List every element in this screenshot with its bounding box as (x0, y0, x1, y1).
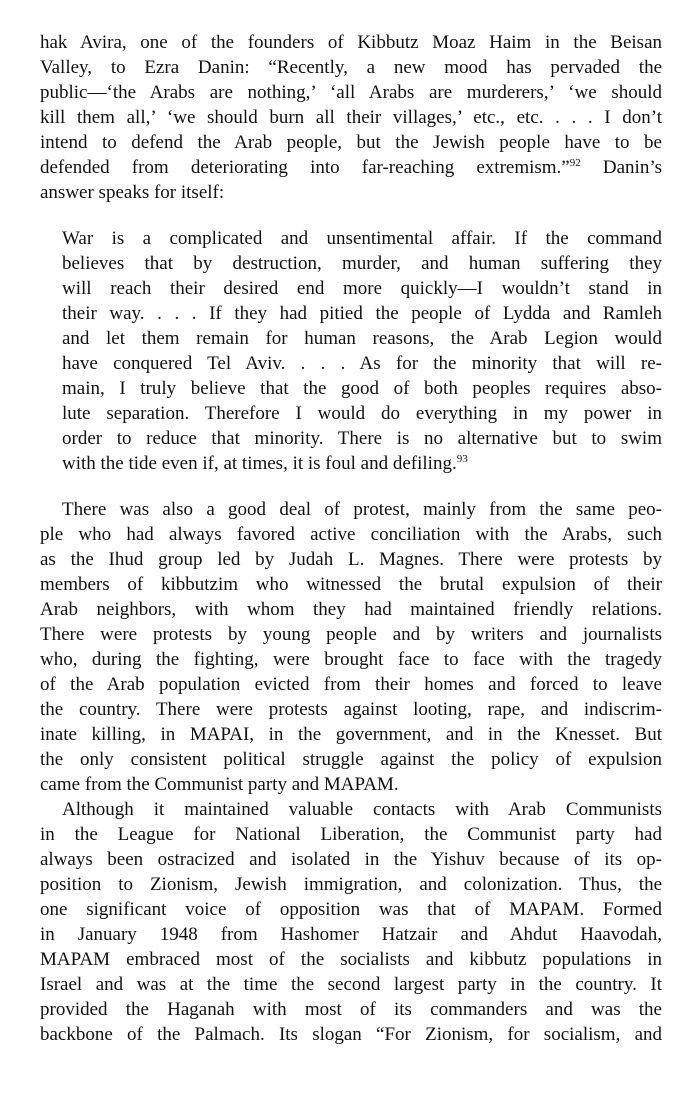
text-line: inate killing, in MAPAI, in the government, and in the Knesset. But (40, 724, 662, 745)
quote-line-with-footnote (62, 451, 662, 476)
text-line: There were protests by young people and by writers and journalists (40, 624, 662, 645)
text-line: always been ostracized and isolated in the Yishuv because of its op- (40, 849, 662, 870)
quote-line: believes that by destruction, murder, and human suffering they (62, 253, 662, 274)
block-quote-danin (62, 226, 662, 476)
quote-line: War is a complicated and unsentimental affair. If the command (62, 228, 662, 249)
text-line: in January 1948 from Hashomer Hatzair and Ahdut Haavodah, (40, 924, 662, 945)
text-fragment: with the tide even if, at times, it is foul and defiling. (62, 453, 457, 474)
text-line: There was also a good deal of protest, mainly from the same peo- (62, 499, 662, 520)
text-line: one significant voice of opposition was that of MAPAM. Formed (40, 899, 662, 920)
text-line: ple who had always favored active conciliation with the Arabs, such (40, 524, 662, 545)
text-line: public—‘the Arabs are nothing,’ ‘all Arabs are murderers,’ ‘we should (40, 82, 662, 103)
text-fragment: Danin’s (580, 157, 662, 178)
paragraph-protests (40, 497, 662, 797)
text-line: of the Arab population evicted from their homes and forced to leave (40, 674, 662, 695)
document-page (40, 30, 662, 1047)
paragraph-mapam (40, 797, 662, 1047)
text-line: MAPAM embraced most of the socialists and kibbutz populations in (40, 949, 662, 970)
text-line: Israel and was at the time the second largest party in the country. It (40, 974, 662, 995)
text-line: came from the Communist party and MAPAM. (40, 774, 399, 795)
text-line: hak Avira, one of the founders of Kibbutz Moaz Haim in the Beisan (40, 32, 662, 53)
paragraph-avira-letter (40, 30, 662, 205)
quote-line: main, I truly believe that the good of both peoples requires abso- (62, 378, 662, 399)
text-line: Valley, to Ezra Danin: “Recently, a new mood has pervaded the (40, 57, 662, 78)
text-line: Arab neighbors, with whom they had maintained friendly relations. (40, 599, 662, 620)
text-line: intend to defend the Arab people, but the Jewish people have to be (40, 132, 662, 153)
text-line: the country. There were protests against looting, rape, and indiscrim- (40, 699, 662, 720)
text-fragment: defended from deteriorating into far-reaching extremism.” (40, 157, 570, 178)
text-line: backbone of the Palmach. Its slogan “For Zionism, for socialism, and (40, 1024, 662, 1045)
text-line: the only consistent political struggle against the policy of expulsion (40, 749, 662, 770)
text-line: who, during the fighting, were brought face to face with the tragedy (40, 649, 662, 670)
text-line: members of kibbutzim who witnessed the brutal expulsion of their (40, 574, 662, 595)
text-line: provided the Haganah with most of its commanders and was the (40, 999, 662, 1020)
text-line: kill them all,’ ‘we should burn all their villages,’ etc., etc. . . . I don’t (40, 107, 662, 128)
quote-line: and let them remain for human reasons, the Arab Legion would (62, 328, 662, 349)
text-line: position to Zionism, Jewish immigration, and colonization. Thus, the (40, 874, 662, 895)
quote-line: order to reduce that minority. There is no alternative but to swim (62, 428, 662, 449)
quote-line: have conquered Tel Aviv. . . . As for the minority that will re- (62, 353, 662, 374)
text-line-with-footnote (40, 155, 662, 180)
text-line: answer speaks for itself: (40, 182, 225, 203)
quote-line: will reach their desired end more quickly—I wouldn’t stand in (62, 278, 662, 299)
quote-line: lute separation. Therefore I would do everything in my power in (62, 403, 662, 424)
text-line: as the Ihud group led by Judah L. Magnes. There were protests by (40, 549, 662, 570)
text-line: Although it maintained valuable contacts with Arab Communists (62, 799, 662, 820)
footnote-marker-92: 92 (569, 157, 581, 169)
footnote-marker-93: 93 (456, 453, 468, 465)
quote-line: their way. . . . If they had pitied the people of Lydda and Ramleh (62, 303, 662, 324)
text-line: in the League for National Liberation, the Communist party had (40, 824, 662, 845)
